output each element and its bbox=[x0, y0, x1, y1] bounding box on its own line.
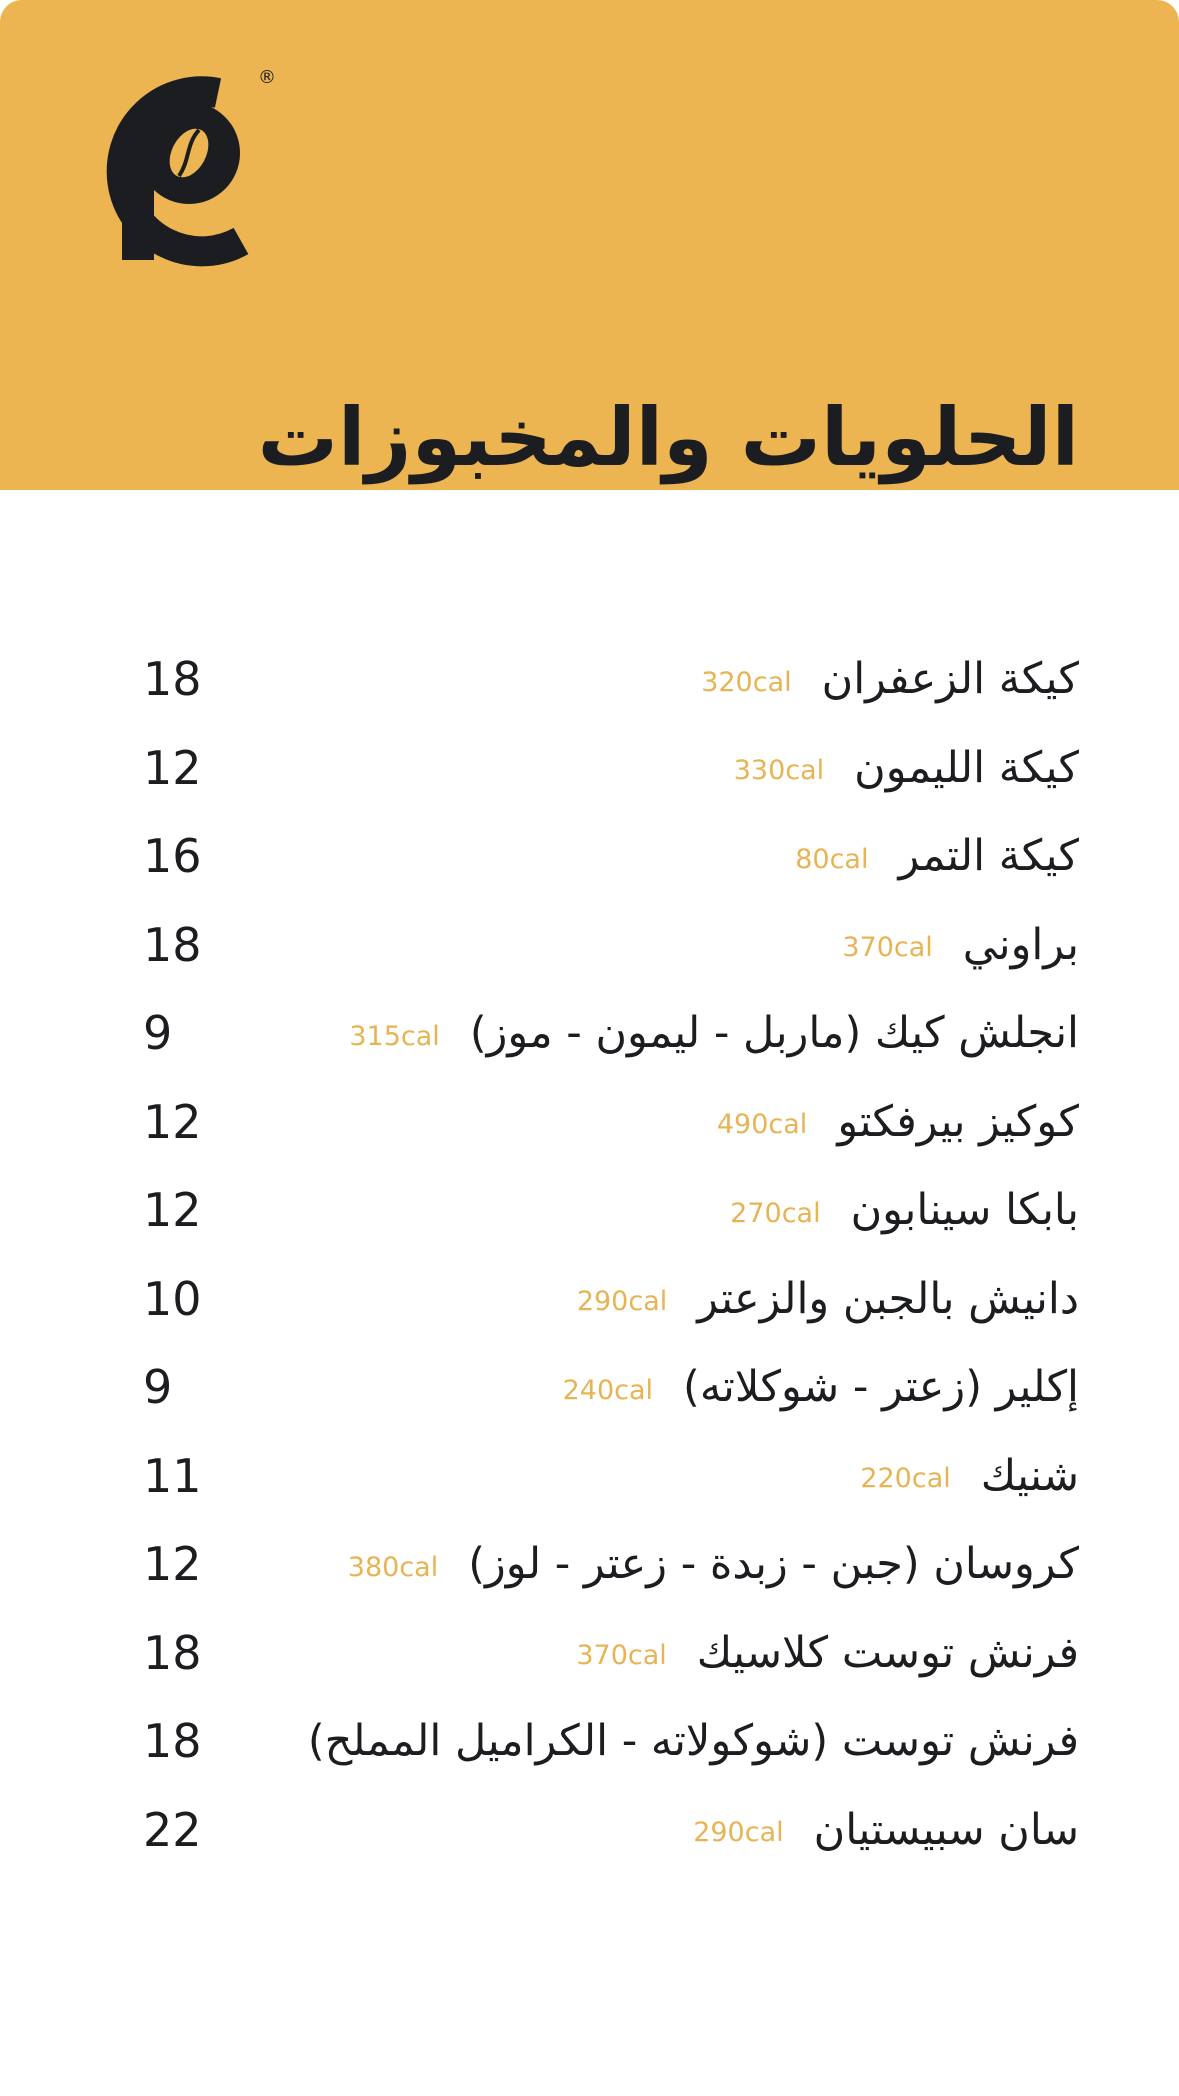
item-price: 10 bbox=[143, 1271, 202, 1326]
menu-item bbox=[0, 1709, 1179, 1798]
item-price: 12 bbox=[143, 1537, 202, 1591]
item-name: فرنش توست كلاسيك bbox=[696, 1627, 1079, 1678]
item-calories: 220cal bbox=[860, 1463, 951, 1494]
menu-list bbox=[0, 647, 1179, 1886]
item-name: كروسان (جبن - زبدة - زعتر - لوز) bbox=[468, 1539, 1079, 1589]
item-calories: 315cal bbox=[349, 1020, 440, 1052]
item-calories: 330cal bbox=[733, 755, 825, 786]
item-name: بابكا سينابون bbox=[850, 1185, 1079, 1235]
page-title: الحلويات والمخبوزات bbox=[257, 391, 1079, 484]
item-price: 18 bbox=[143, 1625, 202, 1680]
menu-item bbox=[0, 1798, 1179, 1887]
item-name: فرنش توست (شوكولاته - الكراميل المملح) bbox=[307, 1716, 1079, 1766]
item-name: كيكة التمر bbox=[898, 831, 1079, 881]
menu-item bbox=[0, 1444, 1179, 1533]
item-price: 18 bbox=[143, 652, 202, 706]
item-name: براوني bbox=[962, 919, 1079, 970]
brand-logo bbox=[66, 52, 281, 267]
item-calories: 270cal bbox=[730, 1197, 821, 1229]
item-name: انجلش كيك (ماربل - ليمون - موز) bbox=[469, 1008, 1079, 1058]
item-name: دانيش بالجبن والزعتر bbox=[697, 1273, 1079, 1324]
item-price: 11 bbox=[143, 1448, 202, 1503]
menu-item bbox=[0, 647, 1179, 736]
item-name: شنيك bbox=[980, 1450, 1079, 1501]
item-price: 22 bbox=[143, 1802, 202, 1857]
item-price: 9 bbox=[143, 1360, 173, 1414]
item-calories: 240cal bbox=[562, 1374, 654, 1406]
menu-item bbox=[0, 824, 1179, 913]
menu-item bbox=[0, 913, 1179, 1002]
item-price: 9 bbox=[143, 1006, 173, 1060]
item-name: كيكة الزعفران bbox=[821, 654, 1079, 704]
menu-item bbox=[0, 1267, 1179, 1356]
item-price: 12 bbox=[143, 740, 202, 795]
menu-item bbox=[0, 1178, 1179, 1267]
item-calories: 370cal bbox=[842, 932, 933, 963]
registered-mark: ® bbox=[258, 67, 276, 88]
menu-header bbox=[0, 0, 1179, 490]
item-name: كوكيز بيرفكتو bbox=[837, 1096, 1079, 1147]
item-name: إكلير (زعتر - شوكلاته) bbox=[683, 1362, 1079, 1412]
menu-item bbox=[0, 1532, 1179, 1621]
item-name: كيكة الليمون bbox=[854, 742, 1079, 793]
item-price: 18 bbox=[143, 1714, 202, 1768]
item-price: 12 bbox=[143, 1183, 202, 1237]
item-calories: 370cal bbox=[576, 1640, 667, 1671]
item-price: 18 bbox=[143, 917, 202, 972]
item-name: سان سبيستيان bbox=[813, 1804, 1079, 1855]
item-price: 16 bbox=[143, 829, 202, 883]
menu-item bbox=[0, 1001, 1179, 1090]
item-calories: 490cal bbox=[716, 1109, 808, 1140]
menu-item bbox=[0, 1621, 1179, 1710]
item-calories: 380cal bbox=[347, 1551, 439, 1583]
coffee-bean-logo-icon bbox=[66, 52, 281, 267]
menu-item bbox=[0, 736, 1179, 825]
item-calories: 320cal bbox=[701, 666, 792, 698]
item-calories: 290cal bbox=[576, 1286, 668, 1317]
item-calories: 80cal bbox=[795, 843, 869, 875]
menu-item bbox=[0, 1090, 1179, 1179]
item-calories: 290cal bbox=[693, 1817, 784, 1848]
menu-item bbox=[0, 1355, 1179, 1444]
item-price: 12 bbox=[143, 1094, 202, 1149]
